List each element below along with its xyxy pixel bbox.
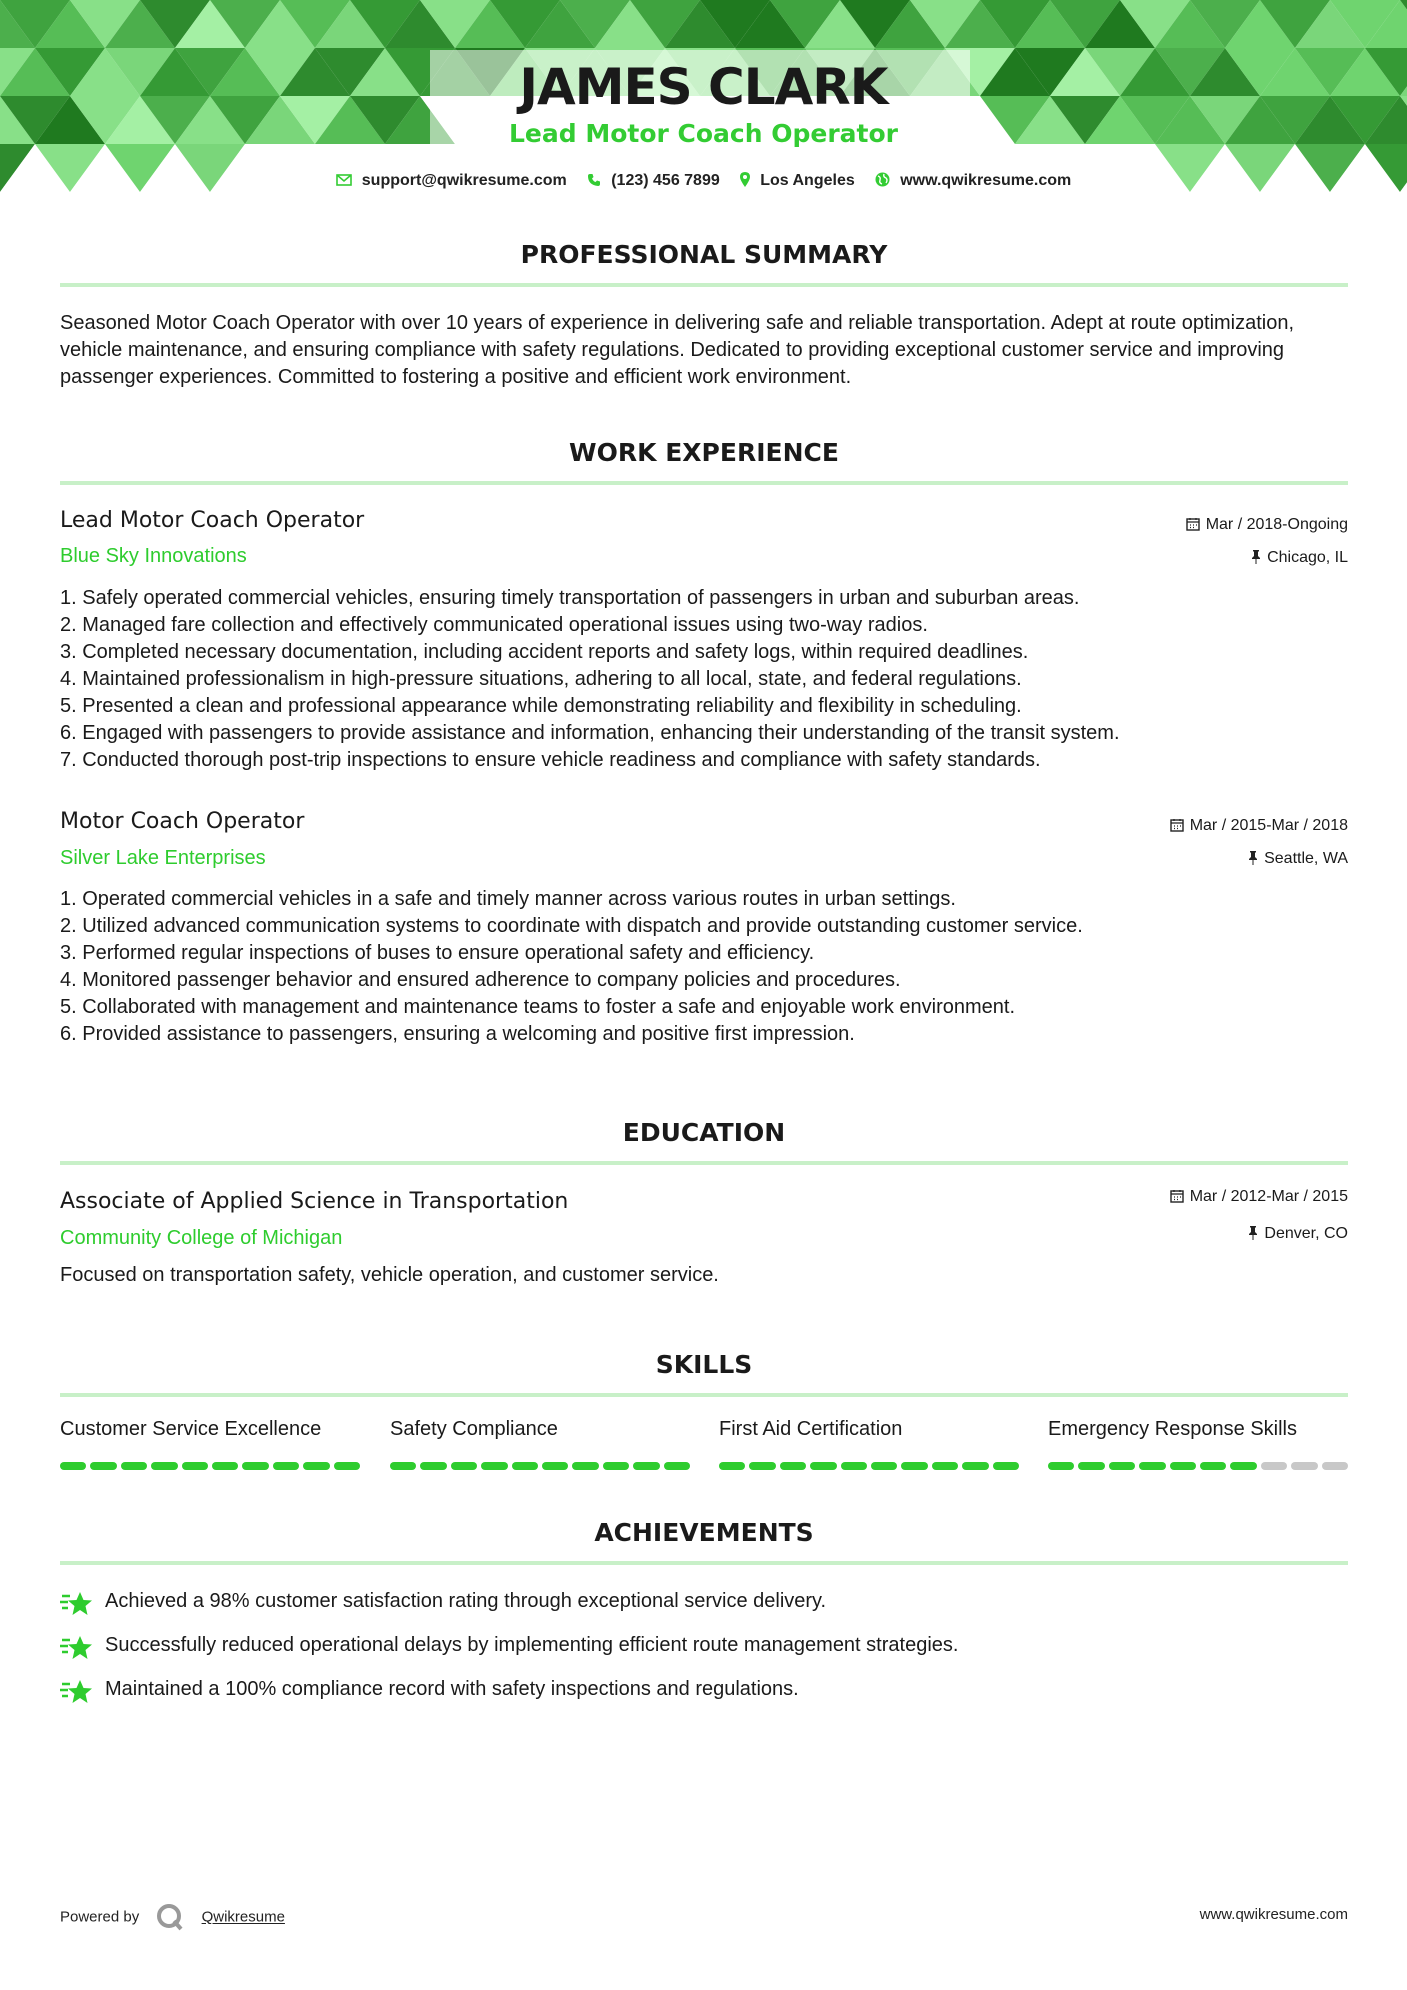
job-title: Motor Coach Operator (60, 809, 305, 834)
list-item: 4. Monitored passenger behavior and ensured adherence to company policies and procedures. (60, 969, 901, 991)
education-location: Denver, CO (1248, 1225, 1348, 1243)
skill-item (60, 1418, 360, 1470)
skill-dash-filled (719, 1462, 745, 1470)
skill-dash-filled (572, 1462, 598, 1470)
school-name: Community College of Michigan (60, 1227, 343, 1249)
contact-phone[interactable]: (123) 456 7899 (587, 172, 720, 190)
pushpin-icon (1248, 1226, 1258, 1240)
skill-dash-filled (1078, 1462, 1104, 1470)
qwikresume-link[interactable]: Qwikresume (201, 1908, 285, 1926)
skill-dash-filled (121, 1462, 147, 1470)
skill-name: Safety Compliance (390, 1418, 558, 1440)
list-item: 4. Maintained professionalism in high-pressure situations, adhering to all local, state, and federal regulations. (60, 668, 1022, 690)
skills-heading: SKILLS (655, 1350, 753, 1379)
skill-name: Emergency Response Skills (1048, 1418, 1297, 1440)
achievement-text: Successfully reduced operational delays by implementing efficient route management strategies. (105, 1634, 959, 1656)
job-duties-list (60, 886, 1360, 1048)
skill-dash-filled (664, 1462, 690, 1470)
skill-dash-filled (273, 1462, 299, 1470)
skill-dash-filled (151, 1462, 177, 1470)
achievement-text: Achieved a 98% customer satisfaction rating through exceptional service delivery. (105, 1590, 827, 1612)
skills-divider (60, 1393, 1348, 1397)
skill-dash-filled (390, 1462, 416, 1470)
candidate-role: Lead Motor Coach Operator (508, 119, 899, 148)
skill-item (390, 1418, 690, 1470)
achievement-text: Maintained a 100% compliance record with safety inspections and regulations. (105, 1678, 799, 1700)
list-item: 5. Presented a clean and professional appearance while demonstrating reliability and flexibility in scheduling. (60, 695, 1022, 717)
list-item: 2. Utilized advanced communication systems to coordinate with dispatch and provide outstanding customer service. (60, 915, 1083, 937)
skill-dash-filled (603, 1462, 629, 1470)
skill-dash-filled (242, 1462, 268, 1470)
experience-heading: WORK EXPERIENCE (569, 438, 839, 467)
star-icon (60, 1590, 94, 1620)
list-item: 2. Managed fare collection and effectively communicated operational issues using two-way radios. (60, 614, 928, 636)
job-location: Seattle, WA (1248, 850, 1348, 868)
job-dates: Mar / 2015-Mar / 2018 (1170, 817, 1348, 835)
list-item: 3. Completed necessary documentation, including accident reports and safety logs, within required deadlines. (60, 641, 1029, 663)
list-item: 5. Collaborated with management and maintenance teams to foster a safe and enjoyable work environment. (60, 996, 1015, 1018)
skill-dash-filled (1048, 1462, 1074, 1470)
skill-level-bar (60, 1462, 360, 1470)
skill-dash-filled (334, 1462, 360, 1470)
pushpin-icon (1248, 851, 1258, 865)
envelope-icon (336, 173, 352, 187)
skill-dash-filled (90, 1462, 116, 1470)
skill-dash-filled (749, 1462, 775, 1470)
skill-level-bar (719, 1462, 1019, 1470)
map-marker-icon (740, 172, 750, 187)
list-item: 1. Safely operated commercial vehicles, ensuring timely transportation of passengers in urban and suburban areas. (60, 587, 1080, 609)
calendar-icon (1170, 818, 1184, 832)
skill-dash-filled (60, 1462, 86, 1470)
skill-dash-filled (932, 1462, 958, 1470)
candidate-name: JAMES CLARK (519, 58, 888, 116)
education-dates: Mar / 2012-Mar / 2015 (1170, 1188, 1348, 1206)
skill-level-bar (390, 1462, 690, 1470)
star-icon (60, 1678, 94, 1708)
education-heading: EDUCATION (622, 1118, 786, 1147)
contact-website[interactable]: www.qwikresume.com (875, 172, 1071, 190)
footer-powered-by (60, 1902, 285, 1932)
powered-by-label: Powered by (60, 1908, 140, 1926)
globe-icon (875, 172, 890, 187)
job-location: Chicago, IL (1251, 549, 1348, 567)
job-title: Lead Motor Coach Operator (60, 508, 365, 533)
skill-item (719, 1418, 1019, 1470)
summary-divider (60, 283, 1348, 287)
footer-url[interactable]: www.qwikresume.com (1199, 1906, 1348, 1923)
skill-item (1048, 1418, 1348, 1470)
education-divider (60, 1161, 1348, 1165)
skill-dash-filled (1200, 1462, 1226, 1470)
education-description: Focused on transportation safety, vehicle operation, and customer service. (60, 1264, 719, 1286)
calendar-icon (1186, 517, 1200, 531)
job-dates: Mar / 2018-Ongoing (1186, 516, 1348, 534)
skill-dash-filled (303, 1462, 329, 1470)
skill-dash-filled (841, 1462, 867, 1470)
contact-email[interactable]: support@qwikresume.com (336, 172, 567, 190)
skill-dash-empty (1261, 1462, 1287, 1470)
job-company: Silver Lake Enterprises (60, 847, 266, 869)
summary-text: Seasoned Motor Coach Operator with over 10 years of experience in delivering safe and reliable transportation. Adept at route optimization, vehicle maintenance, and ensuring compliance with safety regulations. Dedicated to providing exceptional customer service and improving passenger experiences. Committed to fostering a positive and efficient work environment. (60, 312, 1295, 388)
experience-divider (60, 481, 1348, 485)
skill-name: Customer Service Excellence (60, 1418, 322, 1440)
skill-dash-filled (451, 1462, 477, 1470)
skill-level-bar (1048, 1462, 1348, 1470)
skill-dash-filled (481, 1462, 507, 1470)
skill-dash-filled (962, 1462, 988, 1470)
list-item: 1. Operated commercial vehicles in a safe and timely manner across various routes in urban settings. (60, 888, 956, 910)
contact-location: Los Angeles (740, 172, 855, 190)
skill-dash-filled (212, 1462, 238, 1470)
skill-dash-filled (512, 1462, 538, 1470)
skill-dash-filled (993, 1462, 1019, 1470)
skill-dash-filled (1230, 1462, 1256, 1470)
skill-dash-filled (182, 1462, 208, 1470)
summary-heading: PROFESSIONAL SUMMARY (520, 240, 888, 269)
skill-dash-filled (810, 1462, 836, 1470)
skill-dash-filled (780, 1462, 806, 1470)
list-item: 6. Engaged with passengers to provide assistance and information, enhancing their understanding of the transit system. (60, 722, 1120, 744)
skill-dash-empty (1322, 1462, 1348, 1470)
skill-dash-filled (901, 1462, 927, 1470)
list-item: 7. Conducted thorough post-trip inspections to ensure vehicle readiness and compliance with safety standards. (60, 749, 1041, 771)
skill-dash-filled (633, 1462, 659, 1470)
skill-dash-filled (871, 1462, 897, 1470)
list-item: 6. Provided assistance to passengers, ensuring a welcoming and positive first impression. (60, 1023, 855, 1045)
skill-dash-filled (542, 1462, 568, 1470)
qwikresume-logo-icon (155, 1902, 185, 1932)
skill-dash-filled (1109, 1462, 1135, 1470)
pushpin-icon (1251, 550, 1261, 564)
job-company: Blue Sky Innovations (60, 545, 247, 567)
contact-bar (0, 172, 1407, 190)
skill-name: First Aid Certification (719, 1418, 903, 1440)
phone-icon (587, 173, 601, 187)
job-duties-list (60, 585, 1360, 774)
star-icon (60, 1634, 94, 1664)
skill-dash-filled (1139, 1462, 1165, 1470)
skill-dash-empty (1291, 1462, 1317, 1470)
skill-dash-filled (1170, 1462, 1196, 1470)
achievements-heading: ACHIEVEMENTS (594, 1518, 814, 1547)
skill-dash-filled (420, 1462, 446, 1470)
degree-title: Associate of Applied Science in Transportation (60, 1189, 569, 1214)
achievements-divider (60, 1561, 1348, 1565)
calendar-icon (1170, 1189, 1184, 1203)
list-item: 3. Performed regular inspections of buses to ensure operational safety and efficiency. (60, 942, 815, 964)
